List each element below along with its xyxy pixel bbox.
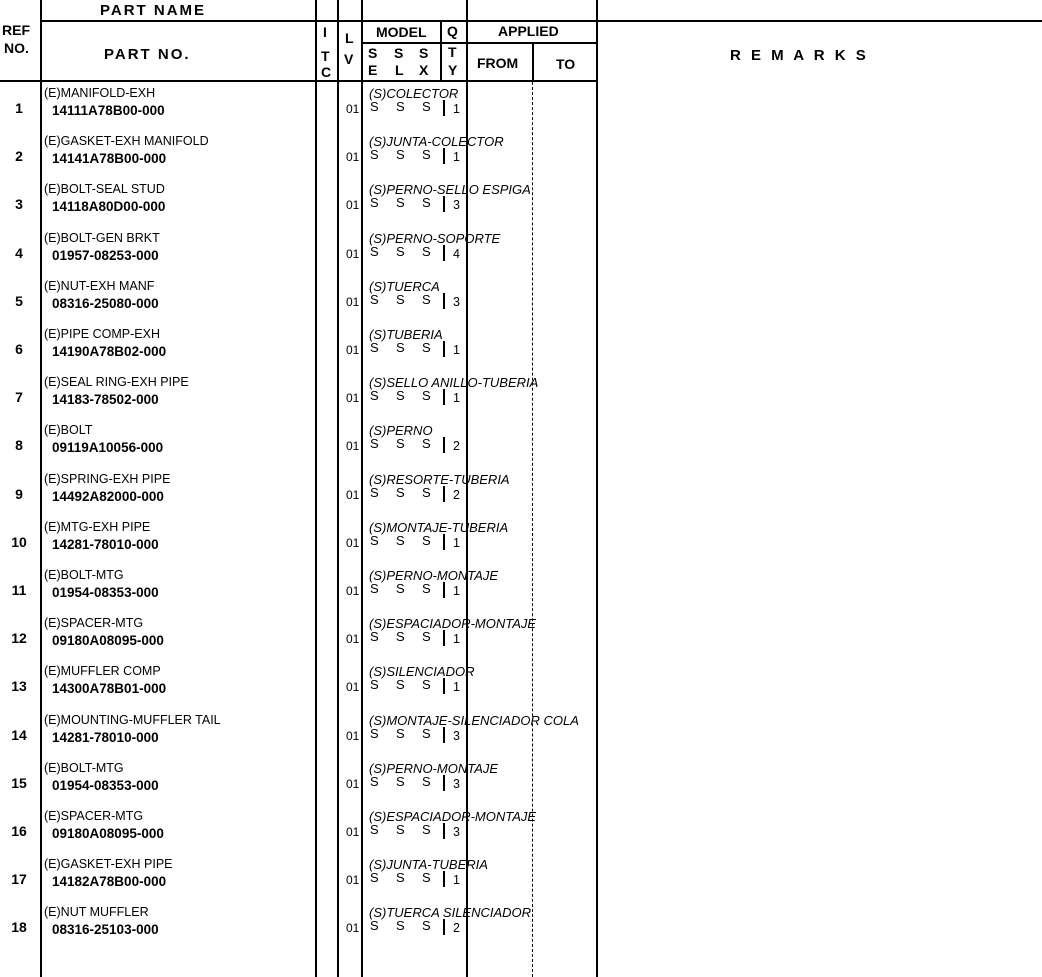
row-qty-bar xyxy=(443,678,445,694)
header-bottom-rule xyxy=(0,80,598,82)
row-model-applicability xyxy=(370,581,448,596)
row-level: 01 xyxy=(346,246,360,261)
row-model-mark: S xyxy=(370,918,379,934)
col-divider-applied xyxy=(596,0,598,977)
row-model-mark: S xyxy=(422,195,431,211)
row-model-mark: S xyxy=(422,99,431,114)
row-part-no: 14492A82000-000 xyxy=(52,488,164,504)
row-model-mark: S xyxy=(396,340,405,355)
row-part-name: (E)SPRING-EXH PIPE xyxy=(44,471,171,486)
row-part-no: 01954-08353-000 xyxy=(52,585,159,600)
row-ref-no: 7 xyxy=(15,389,23,406)
row-ref-no: 17 xyxy=(11,871,27,888)
row-model-mark: S xyxy=(422,436,431,452)
row-model-mark: S xyxy=(422,340,431,355)
row-part-no: 14183-78502-000 xyxy=(52,392,159,408)
row-model-mark: S xyxy=(370,870,379,886)
row-model-applicability xyxy=(370,918,448,933)
row-spanish-name: (S)PERNO-SELLO ESPIGA xyxy=(369,182,531,198)
row-part-name: (E)GASKET-EXH PIPE xyxy=(44,857,173,872)
row-qty-bar xyxy=(443,100,445,116)
header-from: FROM xyxy=(477,55,519,71)
row-ref-no: 18 xyxy=(11,919,27,936)
row-level: 01 xyxy=(346,632,360,647)
row-qty-bar xyxy=(443,293,445,309)
row-part-no: 09180A08095-000 xyxy=(52,633,164,649)
row-ref-no: 8 xyxy=(15,437,23,454)
row-model-mark: S xyxy=(422,870,431,886)
row-spanish-name: (S)COLECTOR xyxy=(369,86,459,101)
row-model-mark: S xyxy=(422,147,431,163)
row-spanish-name: (S)PERNO-MONTAJE xyxy=(369,760,499,776)
row-ref-no: 6 xyxy=(15,341,23,357)
row-part-name: (E)BOLT-MTG xyxy=(44,568,124,582)
row-level: 01 xyxy=(346,343,360,357)
row-ref-no: 16 xyxy=(11,823,27,839)
row-spanish-name: (S)TUERCA xyxy=(369,278,440,294)
row-model-mark: S xyxy=(396,773,405,789)
row-model-mark: S xyxy=(396,195,405,211)
row-qty: 1 xyxy=(453,150,460,165)
row-qty: 1 xyxy=(453,680,460,695)
row-level: 01 xyxy=(346,102,360,116)
header-model-se-bottom: E xyxy=(368,62,378,78)
row-spanish-name: (S)ESPACIADOR-MONTAJE xyxy=(369,616,537,632)
row-level: 01 xyxy=(346,680,360,695)
row-model-mark: S xyxy=(370,581,379,596)
row-part-no: 14300A78B01-000 xyxy=(52,681,167,697)
row-model-mark: S xyxy=(396,725,405,741)
row-model-applicability xyxy=(370,677,448,692)
row-part-name: (E)MTG-EXH PIPE xyxy=(44,519,151,534)
row-qty: 4 xyxy=(453,246,460,261)
row-level: 01 xyxy=(346,825,360,839)
header-qty-q: Q xyxy=(447,23,458,39)
row-qty: 1 xyxy=(453,535,460,550)
row-model-mark: S xyxy=(396,99,405,114)
row-model-mark: S xyxy=(422,677,431,693)
row-model-applicability xyxy=(370,292,448,307)
row-part-name: (E)MUFFLER COMP xyxy=(44,664,161,679)
row-part-no: 14111A78B00-000 xyxy=(52,103,165,118)
row-part-no: 14118A80D00-000 xyxy=(52,199,166,215)
row-model-mark: S xyxy=(396,147,405,163)
row-qty-bar xyxy=(443,775,445,791)
row-ref-no: 13 xyxy=(11,678,27,695)
row-model-mark: S xyxy=(370,388,379,404)
row-level: 01 xyxy=(346,776,360,791)
row-level: 01 xyxy=(346,584,360,598)
row-level: 01 xyxy=(346,728,360,743)
header-itc-c: C xyxy=(321,64,332,80)
row-model-mark: S xyxy=(370,484,379,500)
row-part-no: 09180A08095-000 xyxy=(52,826,164,841)
row-spanish-name: (S)MONTAJE-SILENCIADOR COLA xyxy=(369,712,579,728)
col-divider-from-to xyxy=(532,44,534,82)
row-ref-no: 14 xyxy=(11,726,27,743)
row-part-name: (E)PIPE COMP-EXH xyxy=(44,327,160,341)
row-model-mark: S xyxy=(396,581,405,596)
row-model-mark: S xyxy=(396,677,405,693)
row-part-name: (E)NUT MUFFLER xyxy=(44,905,149,920)
row-model-mark: S xyxy=(396,436,405,452)
row-part-name: (E)SPACER-MTG xyxy=(44,616,144,631)
row-part-name: (E)MANIFOLD-EXH xyxy=(44,86,156,100)
row-qty: 1 xyxy=(453,632,460,647)
row-part-name: (E)NUT-EXH MANF xyxy=(44,278,155,293)
header-model-sx-bottom: X xyxy=(419,62,429,78)
row-part-no: 14281-78010-000 xyxy=(52,729,159,745)
row-part-name: (E)BOLT-SEAL STUD xyxy=(44,182,165,197)
row-model-applicability xyxy=(370,870,448,885)
row-ref-no: 10 xyxy=(11,533,27,550)
row-model-mark: S xyxy=(422,484,431,500)
col-divider-itc xyxy=(337,0,339,977)
row-part-no: 08316-25080-000 xyxy=(52,295,159,311)
row-model-applicability xyxy=(370,147,448,162)
row-model-applicability xyxy=(370,195,448,210)
row-level: 01 xyxy=(346,150,360,165)
row-part-name: (E)MOUNTING-MUFFLER TAIL xyxy=(44,712,221,727)
row-model-mark: S xyxy=(370,243,379,259)
row-spanish-name: (S)RESORTE-TUBERIA xyxy=(369,471,510,487)
row-qty-bar xyxy=(443,630,445,646)
row-part-no: 14182A78B00-000 xyxy=(52,874,167,890)
header-part-no: PART NO. xyxy=(104,46,191,63)
header-model: MODEL xyxy=(376,24,427,40)
row-level: 01 xyxy=(346,921,360,936)
row-qty-bar xyxy=(443,823,445,839)
row-model-mark: S xyxy=(396,870,405,886)
row-qty-bar xyxy=(443,582,445,598)
row-level: 01 xyxy=(346,391,360,406)
row-model-mark: S xyxy=(370,99,379,114)
row-model-applicability xyxy=(370,244,448,259)
row-spanish-name: (S)TUERCA SILENCIADOR xyxy=(369,905,532,921)
header-remarks: R E M A R K S xyxy=(730,47,869,64)
row-model-mark: S xyxy=(422,532,431,548)
row-model-mark: S xyxy=(370,773,379,789)
row-qty-bar xyxy=(443,919,445,935)
row-qty: 3 xyxy=(453,198,460,213)
row-qty: 1 xyxy=(453,584,460,598)
row-qty: 2 xyxy=(453,487,460,502)
row-model-mark: S xyxy=(370,532,379,548)
header-part-name: PART NAME xyxy=(100,2,207,19)
header-model-se-top: S xyxy=(368,45,378,61)
row-model-mark: S xyxy=(370,677,379,693)
header-itc-t: T xyxy=(321,48,330,64)
row-model-mark: S xyxy=(370,291,379,307)
row-model-mark: S xyxy=(370,195,379,211)
row-model-mark: S xyxy=(422,629,431,645)
row-model-mark: S xyxy=(422,822,431,837)
row-ref-no: 11 xyxy=(11,582,27,598)
row-model-mark: S xyxy=(422,388,431,404)
row-qty: 2 xyxy=(453,439,460,454)
header-applied: APPLIED xyxy=(498,23,559,39)
row-qty: 3 xyxy=(453,728,460,743)
row-ref-no: 3 xyxy=(15,196,23,213)
row-ref-no: 5 xyxy=(15,292,23,309)
row-part-no: 14190A78B02-000 xyxy=(52,344,167,359)
row-model-mark: S xyxy=(396,388,405,404)
row-part-name: (E)SEAL RING-EXH PIPE xyxy=(44,375,189,390)
row-part-no: 08316-25103-000 xyxy=(52,922,159,938)
row-model-mark: S xyxy=(422,581,431,596)
row-qty-bar xyxy=(443,148,445,164)
row-model-applicability xyxy=(370,726,448,741)
row-qty-bar xyxy=(443,871,445,887)
row-model-mark: S xyxy=(422,291,431,307)
row-level: 01 xyxy=(346,535,360,550)
row-spanish-name: (S)PERNO-SOPORTE xyxy=(369,230,501,246)
header-to: TO xyxy=(556,56,576,72)
row-model-mark: S xyxy=(370,147,379,163)
row-ref-no: 12 xyxy=(11,630,27,647)
row-model-mark: S xyxy=(396,918,405,934)
row-spanish-name: (S)JUNTA-COLECTOR xyxy=(369,134,504,150)
row-model-mark: S xyxy=(422,918,431,934)
row-model-mark: S xyxy=(370,822,379,837)
row-model-mark: S xyxy=(396,243,405,259)
row-qty: 2 xyxy=(453,921,460,936)
row-spanish-name: (S)JUNTA-TUBERIA xyxy=(369,857,488,873)
header-itc-i: I xyxy=(323,24,327,40)
row-ref-no: 4 xyxy=(15,244,23,261)
row-part-name: (E)BOLT-MTG xyxy=(44,760,124,775)
model-subheader-rule xyxy=(361,42,596,44)
row-qty: 1 xyxy=(453,343,460,357)
row-part-no: 01957-08253-000 xyxy=(52,247,159,263)
row-spanish-name: (S)ESPACIADOR-MONTAJE xyxy=(369,809,537,824)
row-spanish-name: (S)MONTAJE-TUBERIA xyxy=(369,519,509,535)
col-divider-partno xyxy=(315,0,317,977)
row-part-no: 14281-78010-000 xyxy=(52,536,159,552)
row-model-mark: S xyxy=(396,532,405,548)
row-model-applicability xyxy=(370,822,448,837)
row-qty: 1 xyxy=(453,102,460,116)
row-part-name: (E)GASKET-EXH MANIFOLD xyxy=(44,134,209,149)
row-qty-bar xyxy=(443,245,445,261)
row-qty: 1 xyxy=(453,391,460,406)
header-qty-y: Y xyxy=(448,62,458,78)
row-ref-no: 9 xyxy=(15,485,23,502)
row-model-applicability xyxy=(370,388,448,403)
row-part-no: 14141A78B00-000 xyxy=(52,151,167,167)
row-model-mark: S xyxy=(396,822,405,837)
row-part-name: (E)BOLT xyxy=(44,423,93,438)
row-part-name: (E)BOLT-GEN BRKT xyxy=(44,230,160,245)
row-qty-bar xyxy=(443,534,445,550)
row-model-mark: S xyxy=(370,629,379,645)
row-spanish-name: (S)PERNO-MONTAJE xyxy=(369,568,499,583)
row-part-no: 09119A10056-000 xyxy=(52,440,164,456)
row-model-applicability xyxy=(370,485,448,500)
header-model-sx-top: S xyxy=(419,45,429,61)
row-part-no: 01954-08353-000 xyxy=(52,777,159,793)
row-qty-bar xyxy=(443,486,445,502)
row-spanish-name: (S)SELLO ANILLO-TUBERIA xyxy=(369,375,539,391)
col-divider-model xyxy=(440,20,442,80)
row-model-mark: S xyxy=(396,629,405,645)
row-ref-no: 1 xyxy=(15,100,23,116)
row-qty: 3 xyxy=(453,294,460,309)
row-level: 01 xyxy=(346,439,360,454)
row-qty-bar xyxy=(443,389,445,405)
row-spanish-name: (S)PERNO xyxy=(369,423,433,439)
row-model-mark: S xyxy=(422,725,431,741)
row-qty-bar xyxy=(443,196,445,212)
header-qty-t: T xyxy=(448,44,457,60)
header-model-sl-bottom: L xyxy=(395,62,404,78)
row-qty: 3 xyxy=(453,825,460,839)
row-ref-no: 2 xyxy=(15,148,23,165)
header-ref-line2: NO. xyxy=(4,40,29,56)
row-level: 01 xyxy=(346,294,360,309)
row-qty-bar xyxy=(443,341,445,357)
header-top-rule xyxy=(40,20,1042,22)
row-model-mark: S xyxy=(422,243,431,259)
row-model-applicability xyxy=(370,340,448,355)
row-model-mark: S xyxy=(370,436,379,452)
header-lv-v: V xyxy=(344,51,354,67)
row-model-applicability xyxy=(370,774,448,789)
row-level: 01 xyxy=(346,873,360,888)
from-to-dashed-divider xyxy=(532,82,533,977)
row-model-mark: S xyxy=(370,340,379,355)
row-qty: 1 xyxy=(453,873,460,888)
row-model-applicability xyxy=(370,436,448,451)
col-divider-ref xyxy=(40,0,42,977)
row-model-applicability xyxy=(370,629,448,644)
row-ref-no: 15 xyxy=(11,774,27,791)
row-qty: 3 xyxy=(453,776,460,791)
row-spanish-name: (S)SILENCIADOR xyxy=(369,664,475,680)
row-level: 01 xyxy=(346,198,360,213)
row-part-name: (E)SPACER-MTG xyxy=(44,809,144,823)
row-spanish-name: (S)TUBERIA xyxy=(369,327,443,342)
row-model-mark: S xyxy=(396,484,405,500)
row-qty-bar xyxy=(443,437,445,453)
row-qty-bar xyxy=(443,727,445,743)
row-model-applicability xyxy=(370,99,448,114)
row-level: 01 xyxy=(346,487,360,502)
row-model-applicability xyxy=(370,533,448,548)
row-model-mark: S xyxy=(370,725,379,741)
col-divider-lv xyxy=(361,0,363,977)
row-model-mark: S xyxy=(422,773,431,789)
header-model-sl-top: S xyxy=(394,45,404,61)
header-ref-line1: REF xyxy=(2,22,30,38)
header-lv-l: L xyxy=(345,30,354,46)
row-model-mark: S xyxy=(396,291,405,307)
